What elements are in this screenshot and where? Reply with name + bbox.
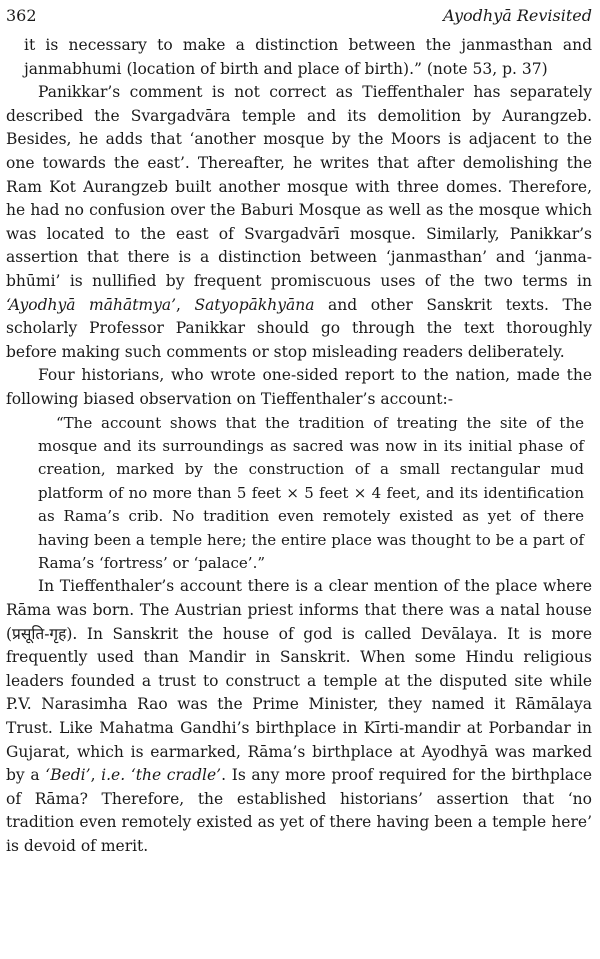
page-number: 362: [6, 6, 37, 25]
running-title: Ayodhyā Revisited: [443, 6, 592, 25]
italic-title-ayodhya-mahatmya: ‘Ayodhyā māhātmya’: [6, 295, 177, 314]
paragraph-panikkar: [6, 81, 592, 364]
italic-bedi: ‘Bedi’: [45, 766, 91, 785]
continued-paragraph: it is necessary to make a distinction between the janmasthan and janmabhumi (location of birth and place of birth).” (note 53, p. 37): [24, 36, 592, 78]
paragraph-text: . Is any more proof required for the birthplace of Rāma? Therefore, the established historians’ assertion that ‘no tradition even remotely existed as yet of there having been a temple here’ is devoid of merit.: [6, 766, 593, 855]
paragraph-four-historians: Four historians, who wrote one-sided report to the nation, made the following biased observation on Tieffenthaler’s account:-: [6, 366, 592, 408]
block-quote: “The account shows that the tradition of treating the site of the mosque and its surroundings as sacred was now in its initial phase of creation, marked by the construction of a small rectangular mud platform of no more than 5 feet × 5 feet × 4 feet, and its identification as Rama’s crib. No tradition even remotely existed as yet of there having been a temple here; the entire place was thought to be a part of Rama’s ‘fortress’ or ‘palace’.”: [38, 413, 584, 572]
paragraph-text: and other Sanskrit texts. The scholarly Professor Panikkar should go through the text thoroughly before making such comments or stop misleading readers deliberately.: [6, 295, 592, 361]
paragraph-tieffenthaler: [6, 575, 592, 858]
italic-the-cradle: i.e. ‘the cradle’: [101, 766, 222, 785]
separator: ,: [176, 295, 195, 314]
paragraph-text: In Tieffenthaler’s account there is a clear mention of the place where Rāma was born. The Austrian priest informs that there was a natal house (प्रसूति-गृह). In Sanskrit the house of god is called Devālaya. It is more frequently used than Mandir in Sanskrit. When some Hindu religious leaders founded a trust to construct a temple at the disputed site while P.V. Narasimha Rao was the Prime Minister, they named it Rāmālaya Trust. Like Mahatma Gandhi’s birthplace in Kīrti-mandir at Porbandar in Gujarat, which is earmarked, Rāma’s birthplace at Ayodhyā was marked by a: [6, 577, 592, 785]
page-header: [6, 6, 592, 26]
paragraph-text: Panikkar’s comment is not correct as Tieffenthaler has separately described the Svargadvāra temple and its demolition by Aurangzeb. Besides, he adds that ‘another mosque by the Moors is adjacent to the one towards the east’. Thereafter, he writes that after demolishing the Ram Kot Aurangzeb built another mosque with three domes. Therefore, he had no confusion over the Baburi Mosque as well as the mosque which was located to the east of Svargadvārī mosque. Similarly, Panikkar’s assertion that there is a distinction between ‘janmasthan’ and ‘janma-bhūmi’ is nullified by frequent promiscuous uses of the two terms in: [6, 83, 592, 290]
comma: ,: [90, 766, 96, 785]
italic-title-satyopakhyana: Satyopākhyāna: [194, 295, 315, 314]
